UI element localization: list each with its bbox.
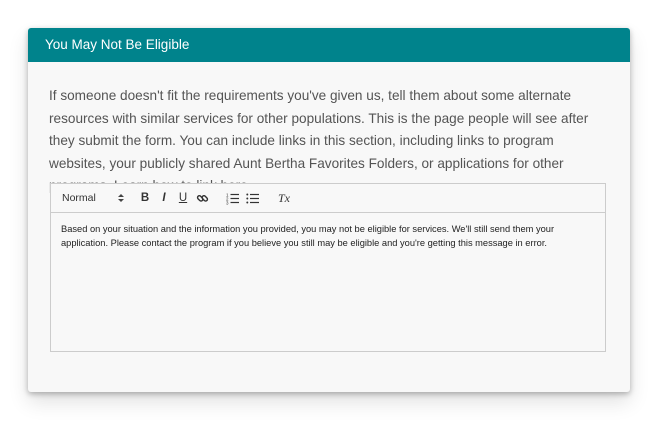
- link-icon: [196, 192, 209, 205]
- bullet-list-button[interactable]: [245, 190, 261, 206]
- rich-text-editor: [50, 183, 606, 352]
- clear-format-icon: Tx: [278, 191, 290, 205]
- format-select[interactable]: [62, 184, 124, 212]
- italic-button[interactable]: [156, 190, 172, 206]
- bold-button[interactable]: [137, 190, 153, 206]
- ordered-list-button[interactable]: [225, 190, 241, 206]
- card-header: [28, 28, 630, 62]
- underline-button[interactable]: [175, 190, 191, 206]
- svg-text:3: 3: [226, 200, 229, 205]
- eligibility-card: [28, 28, 630, 392]
- select-arrows-icon: [118, 193, 124, 203]
- link-button[interactable]: [194, 190, 210, 206]
- svg-text:2: 2: [226, 196, 229, 201]
- card-title: You May Not Be Eligible: [45, 37, 190, 52]
- ordered-list-icon: [226, 192, 240, 205]
- bold-icon: B: [140, 192, 150, 204]
- bullet-list-icon: [246, 192, 260, 205]
- description-text: If someone doesn't fit the requirements you've given us, tell them about some alternate resources with similar services for other populations. This is the page people will see after they submit the form. You can include links in this section, including links to program websites, your publicly shared Aunt Bertha Favorites Folders, or applications for other: [49, 88, 589, 171]
- editor-content[interactable]: Based on your situation and the information you provided, you may not be eligible for services. We'll still send them your application. Please contact the program if you believe you still may be eligible and you're getting this message in error.: [61, 224, 555, 248]
- underline-icon: U: [178, 192, 188, 204]
- italic-icon: I: [162, 192, 166, 204]
- format-select-value: Normal: [62, 192, 96, 204]
- clear-format-button[interactable]: [276, 190, 292, 206]
- editor-toolbar: [51, 184, 605, 213]
- svg-text:1: 1: [226, 192, 229, 197]
